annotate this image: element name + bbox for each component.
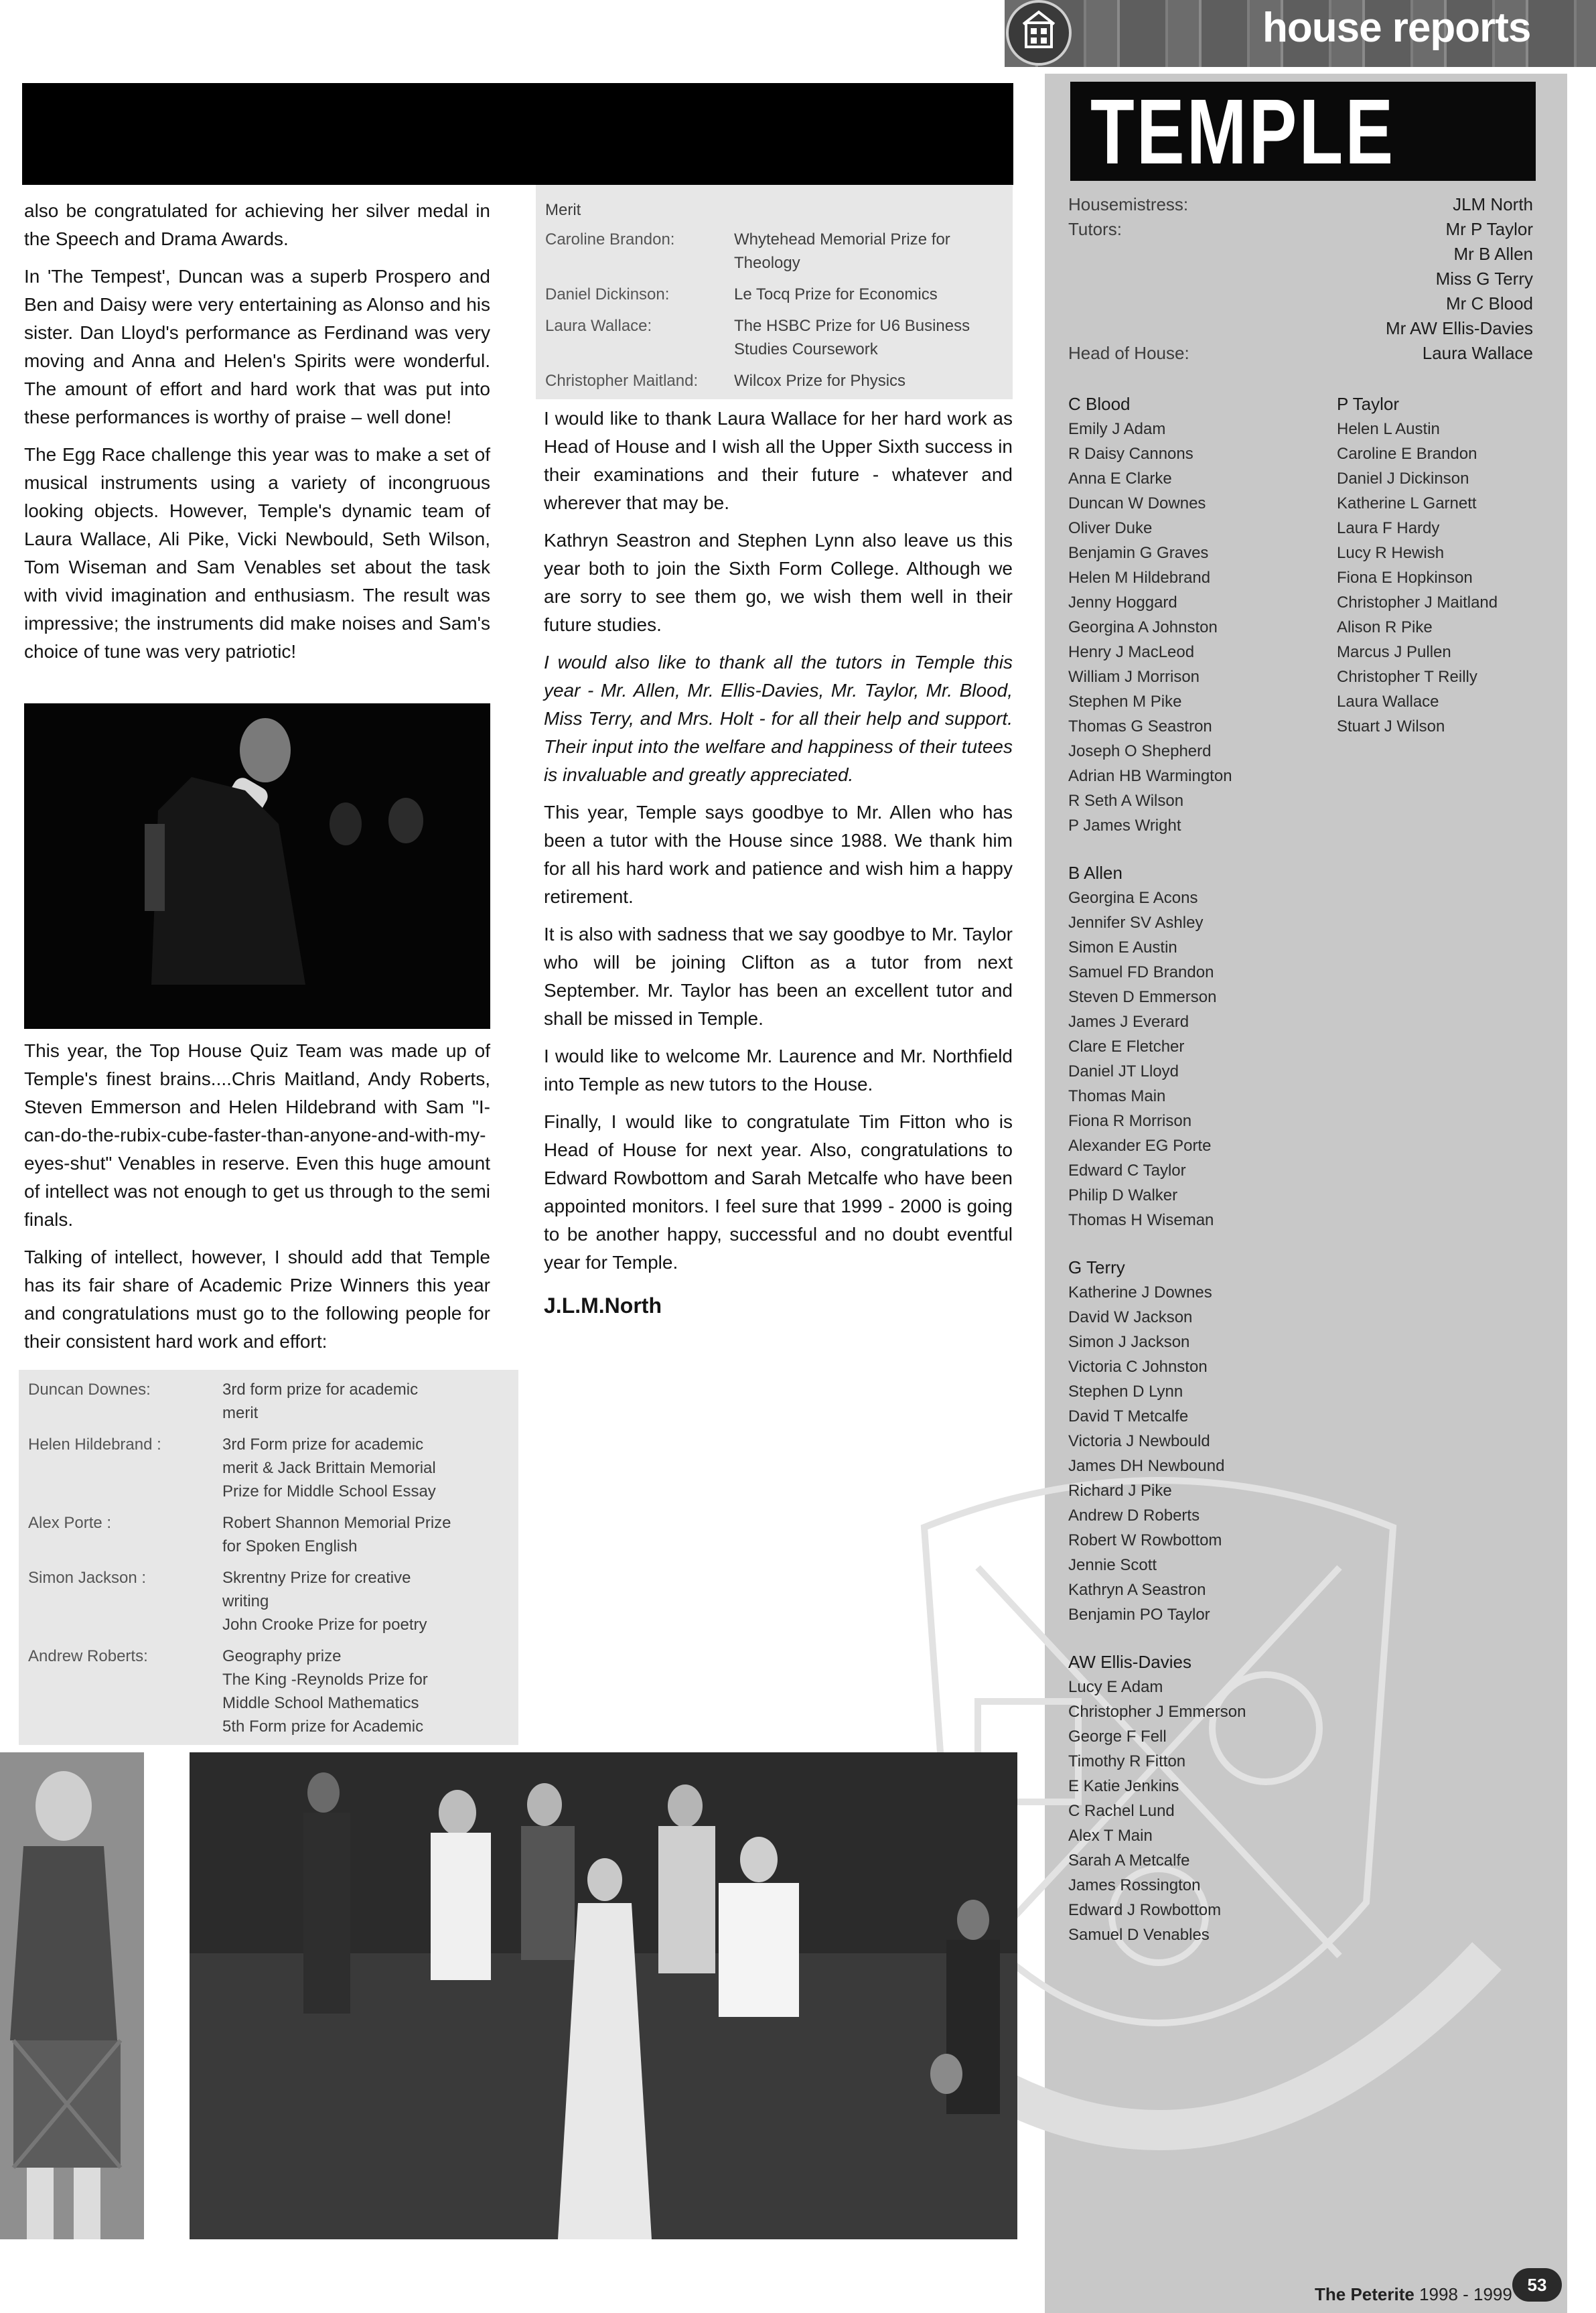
prize-winner-name: Alex Porte :	[28, 1514, 112, 1532]
member-name: Samuel FD Brandon	[1068, 963, 1214, 981]
prize-description: John Crooke Prize for poetry	[222, 1616, 427, 1634]
page-number: 53	[1512, 2268, 1562, 2302]
tutor-group-heading: G Terry	[1068, 1257, 1125, 1277]
member-name: James J Everard	[1068, 1013, 1189, 1031]
prize-table-left	[19, 1370, 518, 1745]
member-name: Clare E Fletcher	[1068, 1038, 1185, 1056]
prize-winner-name: Daniel Dickinson:	[545, 285, 670, 303]
staff-value: Mr AW Ellis-Davies	[1385, 318, 1533, 338]
tutor-group-heading: B Allen	[1068, 863, 1122, 883]
member-name: Stephen M Pike	[1068, 693, 1182, 711]
member-name: Jennifer SV Ashley	[1068, 914, 1204, 932]
paragraph: Kathryn Seastron and Stephen Lynn also leave us this year both to join the Sixth Form College. Although we are sorry to see them go, we wish them well in their future studies.	[544, 530, 1013, 635]
prize-description: merit	[222, 1404, 259, 1422]
paragraph: Finally, I would like to congratulate Tim Fitton who is Head of House for next year. Also, congratulations to Edward Rowbottom and Sarah Metcalfe who have been appointed monitors. I feel sure that 1999 - 2000 is going to be another happy, successful and no doubt eventful year for Temple.	[544, 1111, 1013, 1273]
member-name: R Daisy Cannons	[1068, 445, 1193, 463]
column-1-top	[24, 197, 490, 675]
tutor-group-heading: C Blood	[1068, 394, 1131, 414]
member-name: Katherine J Downes	[1068, 1283, 1212, 1302]
member-name: Stephen D Lynn	[1068, 1383, 1183, 1401]
prize-description: Geography prize	[222, 1647, 342, 1665]
member-name: Adrian HB Warmington	[1068, 767, 1232, 785]
prize-description: Skrentny Prize for creative	[222, 1569, 411, 1587]
column-1-bottom	[24, 1037, 490, 1365]
member-name: Timothy R Fitton	[1068, 1752, 1186, 1770]
member-name: Fiona E Hopkinson	[1337, 569, 1473, 587]
staff-label: Housemistress:	[1068, 194, 1189, 214]
tutor-groups-right	[1337, 392, 1551, 762]
member-name: Edward J Rowbottom	[1068, 1901, 1222, 1919]
member-name: Benjamin G Graves	[1068, 544, 1209, 562]
tutor-group	[1068, 1650, 1323, 1947]
member-name: Victoria C Johnston	[1068, 1358, 1208, 1376]
paragraph: In 'The Tempest', Duncan was a superb Prospero and Ben and Daisy were very entertaining as Alonso and his sister. Dan Lloyd's performance as Ferdinand was very moving and Anna and Helen's Spirits were wonderful. The amount of effort and hard work that was put into these performances is worthy of praise – well done!	[24, 266, 490, 427]
prize-description: 3rd Form prize for academic	[222, 1435, 424, 1454]
prize-description: 5th Form prize for Academic	[222, 1718, 424, 1736]
member-name: Daniel JT Lloyd	[1068, 1062, 1179, 1080]
member-name: George F Fell	[1068, 1728, 1167, 1746]
prize-description: Prize for Middle School Essay	[222, 1482, 436, 1500]
paragraph: This year, the Top House Quiz Team was made up of Temple's finest brains....Chris Maitland, Andy Roberts, Steven Emmerson and Helen Hildebrand with Sam "I-can-do-the-rubix-cube-faster-than-anyone-and-with-my-eyes-shut" Venables in reserve. Even this huge amount of intellect was not enough to get us through to the semi finals.	[24, 1040, 490, 1230]
member-name: Lucy E Adam	[1068, 1678, 1163, 1696]
paragraph: It is also with sadness that we say goodbye to Mr. Taylor who will be joining Clifton as a tutor from next September. Mr. Taylor has been an excellent tutor and shall be missed in Temple.	[544, 924, 1013, 1029]
prize-continuation: Merit	[545, 201, 581, 219]
prize-winner-name: Christopher Maitland:	[545, 372, 699, 390]
member-name: Edward C Taylor	[1068, 1162, 1186, 1180]
member-name: Richard J Pike	[1068, 1482, 1172, 1500]
staff-label: Head of House:	[1068, 343, 1189, 363]
member-name: E Katie Jenkins	[1068, 1777, 1179, 1795]
member-name: David W Jackson	[1068, 1308, 1193, 1326]
member-name: David T Metcalfe	[1068, 1407, 1189, 1425]
paragraph: I would like to welcome Mr. Laurence and Mr. Northfield into Temple as new tutors to the House.	[544, 1046, 1013, 1095]
member-name: Joseph O Shepherd	[1068, 742, 1212, 760]
member-name: Jennie Scott	[1068, 1556, 1157, 1574]
member-name: Jenny Hoggard	[1068, 593, 1177, 612]
prize-description: Theology	[734, 254, 800, 272]
member-name: Henry J MacLeod	[1068, 643, 1195, 661]
member-name: Georgina E Acons	[1068, 889, 1198, 907]
paragraph: Talking of intellect, however, I should add that Temple has its fair share of Academic Prize Winners this year and congratulations must go to the following people for their consistent hard work and effort:	[24, 1247, 490, 1352]
member-name: Emily J Adam	[1068, 420, 1166, 438]
house-icon	[1006, 0, 1072, 66]
tutor-group	[1337, 392, 1551, 739]
prize-description: Robert Shannon Memorial Prize	[222, 1514, 451, 1532]
tutor-group-heading: AW Ellis-Davies	[1068, 1652, 1191, 1672]
member-name: Laura F Hardy	[1337, 519, 1440, 537]
member-name: Steven D Emmerson	[1068, 988, 1217, 1006]
column-2	[544, 405, 1013, 1329]
staff-value: JLM North	[1453, 194, 1533, 214]
prize-description: Middle School Mathematics	[222, 1694, 419, 1712]
member-name: James DH Newbound	[1068, 1457, 1225, 1475]
house-title: TEMPLE	[1090, 80, 1396, 184]
prize-winner-name: Andrew Roberts:	[28, 1647, 148, 1665]
prize-description: The HSBC Prize for U6 Business	[734, 317, 970, 335]
member-name: Alex T Main	[1068, 1827, 1153, 1845]
member-name: Kathryn A Seastron	[1068, 1581, 1206, 1599]
paragraph: I would also like to thank all the tutors in Temple this year - Mr. Allen, Mr. Ellis-Davies, Mr. Taylor, Mr. Blood, Miss Terry, and Mrs. Holt - for all their help and support. Their input into the welfare and happiness of their tutees is invaluable and greatly appreciated.	[544, 652, 1013, 785]
tutor-group	[1068, 1255, 1323, 1627]
prize-description: Wilcox Prize for Physics	[734, 372, 906, 390]
member-name: Anna E Clarke	[1068, 470, 1172, 488]
prize-description: writing	[222, 1592, 269, 1610]
paragraph: also be congratulated for achieving her silver medal in the Speech and Drama Awards.	[24, 200, 490, 249]
member-name: C Rachel Lund	[1068, 1802, 1175, 1820]
member-name: Alexander EG Porte	[1068, 1137, 1212, 1155]
member-name: Daniel J Dickinson	[1337, 470, 1469, 488]
member-name: Victoria J Newbould	[1068, 1432, 1210, 1450]
member-name: Helen M Hildebrand	[1068, 569, 1211, 587]
prize-description: for Spoken English	[222, 1537, 358, 1555]
staff-value: Mr C Blood	[1445, 293, 1533, 313]
prize-table-right	[536, 185, 1013, 399]
paragraph: The Egg Race challenge this year was to make a set of musical instruments using a variety of incongruous looking objects. However, Temple's dynamic team of Laura Wallace, Ali Pike, Vicki Newbould, Seth Wilson, Tom Wiseman and Sam Venables set about the task with vivid imagination and enthusiasm. The result was impressive; the instruments did make noises and Sam's choice of tune was very patriotic!	[24, 444, 490, 662]
member-name: James Rossington	[1068, 1876, 1201, 1894]
member-name: Simon J Jackson	[1068, 1333, 1190, 1351]
member-name: Christopher T Reilly	[1337, 668, 1477, 686]
prize-description: 3rd form prize for academic	[222, 1381, 419, 1399]
member-name: Christopher J Emmerson	[1068, 1703, 1246, 1721]
signature: J.L.M.North	[544, 1293, 662, 1318]
publication-name: The Peterite	[1315, 2284, 1414, 2304]
member-name: William J Morrison	[1068, 668, 1200, 686]
member-name: Marcus J Pullen	[1337, 643, 1451, 661]
member-name: Samuel D Venables	[1068, 1926, 1210, 1944]
cast-group-photo	[190, 1752, 1017, 2239]
member-name: Alison R Pike	[1337, 618, 1433, 636]
prize-description: Studies Coursework	[734, 340, 878, 358]
staff-value: Laura Wallace	[1422, 343, 1533, 363]
footer-publication	[1315, 2284, 1512, 2305]
tutor-group-heading: P Taylor	[1337, 394, 1399, 414]
publication-years: 1998 - 1999	[1419, 2284, 1512, 2304]
student-portrait-photo	[0, 1752, 144, 2239]
staff-value: Mr B Allen	[1453, 244, 1533, 264]
stage-photo	[24, 703, 490, 1029]
member-name: Robert W Rowbottom	[1068, 1531, 1222, 1549]
member-name: Duncan W Downes	[1068, 494, 1206, 512]
tutor-groups-left	[1068, 392, 1323, 1970]
tutor-group	[1068, 392, 1323, 838]
member-name: P James Wright	[1068, 817, 1181, 835]
member-name: R Seth A Wilson	[1068, 792, 1184, 810]
member-name: Stuart J Wilson	[1337, 717, 1445, 735]
member-name: Thomas Main	[1068, 1087, 1166, 1105]
member-name: Sarah A Metcalfe	[1068, 1851, 1190, 1870]
member-name: Fiona R Morrison	[1068, 1112, 1192, 1130]
prize-winner-name: Duncan Downes:	[28, 1381, 151, 1399]
member-name: Georgina A Johnston	[1068, 618, 1218, 636]
prize-description: Whytehead Memorial Prize for	[734, 230, 950, 249]
prize-winner-name: Helen Hildebrand :	[28, 1435, 161, 1454]
tutor-group	[1068, 861, 1323, 1233]
prize-winner-name: Simon Jackson :	[28, 1569, 147, 1587]
staff-label: Tutors:	[1068, 219, 1122, 239]
prize-description: merit & Jack Brittain Memorial	[222, 1459, 436, 1477]
member-name: Oliver Duke	[1068, 519, 1153, 537]
member-name: Christopher J Maitland	[1337, 593, 1498, 612]
member-name: Simon E Austin	[1068, 938, 1177, 957]
member-name: Andrew D Roberts	[1068, 1506, 1200, 1525]
member-name: Katherine L Garnett	[1337, 494, 1477, 512]
member-name: Helen L Austin	[1337, 420, 1440, 438]
section-title: house reports	[1262, 5, 1531, 51]
member-name: Lucy R Hewish	[1337, 544, 1445, 562]
prize-winner-name: Caroline Brandon:	[545, 230, 675, 249]
staff-value: Mr P Taylor	[1445, 219, 1533, 239]
redacted-heading-bar	[22, 83, 1013, 185]
member-name: Thomas H Wiseman	[1068, 1211, 1214, 1229]
paragraph: I would like to thank Laura Wallace for her hard work as Head of House and I wish all the Upper Sixth success in their examinations and their future - whatever and wherever that may be.	[544, 408, 1013, 513]
member-name: Thomas G Seastron	[1068, 717, 1212, 735]
member-name: Benjamin PO Taylor	[1068, 1606, 1210, 1624]
staff-list	[1068, 194, 1537, 368]
staff-value: Miss G Terry	[1435, 269, 1533, 289]
paragraph: This year, Temple says goodbye to Mr. Allen who has been a tutor with the House since 1988. We thank him for all his hard work and patience and wish him a happy retirement.	[544, 802, 1013, 907]
member-name: Caroline E Brandon	[1337, 445, 1477, 463]
prize-description: Le Tocq Prize for Economics	[734, 285, 938, 303]
member-name: Philip D Walker	[1068, 1186, 1178, 1204]
prize-winner-name: Laura Wallace:	[545, 317, 652, 335]
prize-description: The King -Reynolds Prize for	[222, 1671, 428, 1689]
member-name: Laura Wallace	[1337, 693, 1439, 711]
